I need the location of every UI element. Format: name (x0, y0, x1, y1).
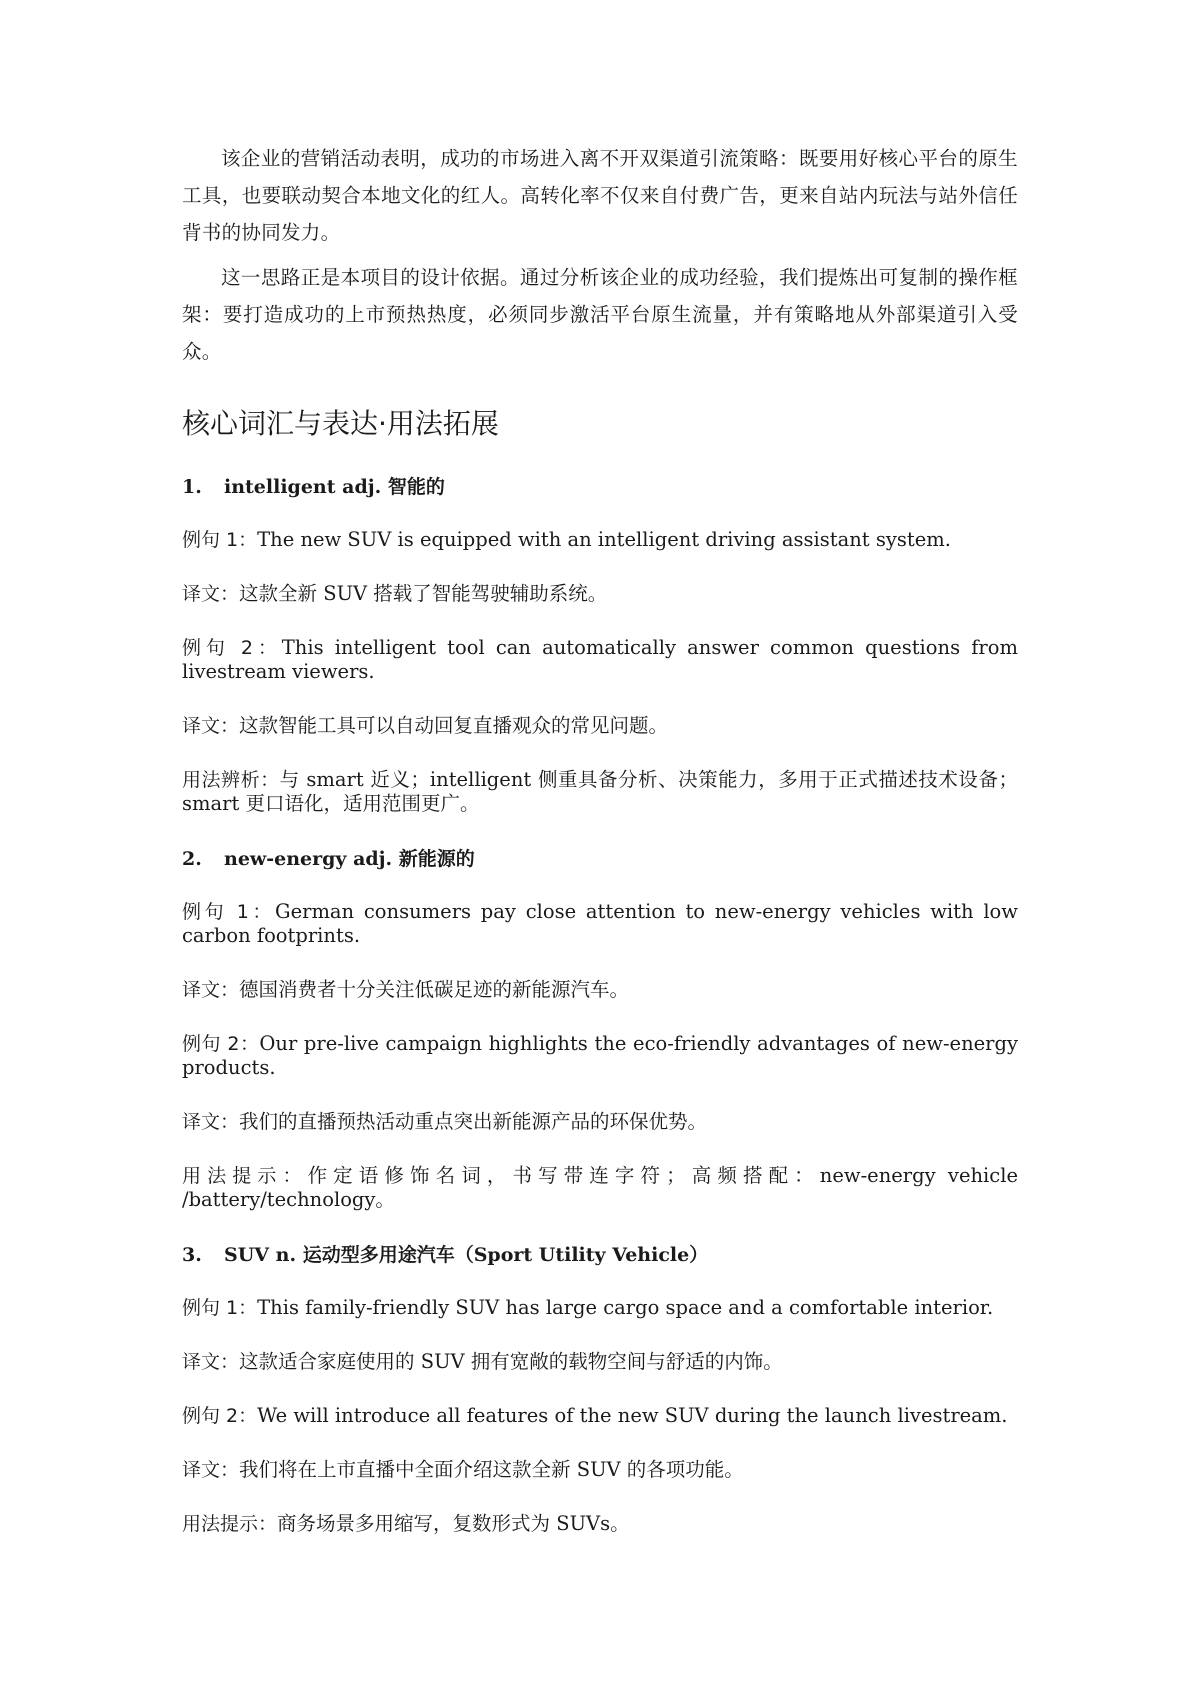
vocab-line-label: 译文： (182, 1459, 240, 1481)
vocab-line-label: 用法提示： (182, 1165, 308, 1187)
vocab-line-text: 商务场景多用缩写，复数形式为 SUVs。 (277, 1512, 630, 1535)
vocab-line-label: 例句 1： (182, 529, 258, 551)
vocab-line-label: 例句 2： (182, 1033, 260, 1055)
vocab-line-label: 例句 2： (182, 637, 282, 659)
vocab-line (182, 1350, 1018, 1374)
vocab-line (182, 1110, 1018, 1134)
vocab-line-text: 我们的直播预热活动重点突出新能源产品的环保优势。 (239, 1110, 708, 1133)
vocab-term-text: SUV n. 运动型多用途汽车（Sport Utility Vehicle） (224, 1244, 709, 1266)
vocab-line-label: 译文： (182, 1351, 240, 1373)
vocab-line (182, 1296, 1018, 1320)
vocab-number: 2. (182, 848, 202, 870)
vocab-line-label: 译文： (182, 715, 240, 737)
vocab-line-label: 例句 1： (182, 1297, 258, 1319)
vocab-line (182, 582, 1018, 606)
section-heading: 核心词汇与表达·用法拓展 (182, 407, 499, 440)
vocab-line (182, 978, 1018, 1002)
vocab-line-text: German consumers pay close attention to new-energy vehicles with low carbon footprints. (182, 900, 1018, 947)
vocab-line (182, 714, 1018, 738)
vocab-line (182, 1512, 1018, 1536)
vocab-line-text: 作定语修饰名词，书写带连字符；高频搭配：new-energy vehicle /battery/technology。 (182, 1164, 1018, 1211)
vocab-line-label: 译文： (182, 583, 240, 605)
vocab-term (182, 474, 1018, 500)
vocab-line-text: This intelligent tool can automatically answer common questions from livestream viewers. (182, 636, 1018, 683)
vocab-line (182, 636, 1018, 684)
vocab-line (182, 1458, 1018, 1482)
vocab-line-label: 译文： (182, 1111, 240, 1133)
vocab-line (182, 1404, 1018, 1428)
vocab-entry (182, 474, 1018, 816)
vocab-term (182, 846, 1018, 872)
vocab-term (182, 1242, 1018, 1268)
vocab-line-label: 译文： (182, 979, 240, 1001)
vocab-term-text: new-energy adj. 新能源的 (224, 848, 475, 870)
vocab-term-text: intelligent adj. 智能的 (224, 476, 445, 498)
vocab-line-text: 我们将在上市直播中全面介绍这款全新 SUV 的各项功能。 (239, 1458, 744, 1481)
intro-paragraph-2: 这一思路正是本项目的设计依据。通过分析该企业的成功经验，我们提炼出可复制的操作框架：要打造成功的上市预热热度，必须同步激活平台原生流量，并有策略地从外部渠道引入受众。 (182, 266, 1018, 363)
vocab-line-text: 这款智能工具可以自动回复直播观众的常见问题。 (239, 714, 669, 737)
vocab-line-label: 用法辨析： (182, 769, 280, 791)
vocab-line (182, 900, 1018, 948)
vocab-line-text: This family-friendly SUV has large cargo space and a comfortable interior. (257, 1296, 994, 1319)
vocab-line-label: 例句 2： (182, 1405, 258, 1427)
vocab-line-text: 德国消费者十分关注低碳足迹的新能源汽车。 (239, 978, 630, 1001)
document-page (182, 140, 1018, 1566)
vocab-entry (182, 1242, 1018, 1536)
vocab-number: 1. (182, 476, 202, 498)
vocab-line-text: 这款全新 SUV 搭载了智能驾驶辅助系统。 (239, 582, 608, 605)
vocab-line-text: Our pre-live campaign highlights the eco-friendly advantages of new-energy products. (182, 1032, 1018, 1079)
vocab-line-label: 用法提示： (182, 1513, 278, 1535)
vocab-line (182, 528, 1018, 552)
vocab-line-text: The new SUV is equipped with an intelligent driving assistant system. (257, 528, 951, 551)
vocabulary-list (182, 474, 1018, 1536)
vocab-line (182, 1164, 1018, 1212)
vocab-line-text: We will introduce all features of the new SUV during the launch livestream. (257, 1404, 1008, 1427)
vocab-number: 3. (182, 1244, 202, 1266)
vocab-line-text: 这款适合家庭使用的 SUV 拥有宽敞的载物空间与舒适的内饰。 (239, 1350, 783, 1373)
vocab-line-label: 例句 1： (182, 901, 275, 923)
vocab-line (182, 1032, 1018, 1080)
vocab-line-text: 与 smart 近义；intelligent 侧重具备分析、决策能力，多用于正式描述技术设备；smart 更口语化，适用范围更广。 (182, 768, 1018, 815)
intro-paragraph-1: 该企业的营销活动表明，成功的市场进入离不开双渠道引流策略：既要用好核心平台的原生工具，也要联动契合本地文化的红人。高转化率不仅来自付费广告，更来自站内玩法与站外信任背书的协同发力。 (182, 147, 1018, 244)
vocab-line (182, 768, 1018, 816)
vocab-entry (182, 846, 1018, 1212)
